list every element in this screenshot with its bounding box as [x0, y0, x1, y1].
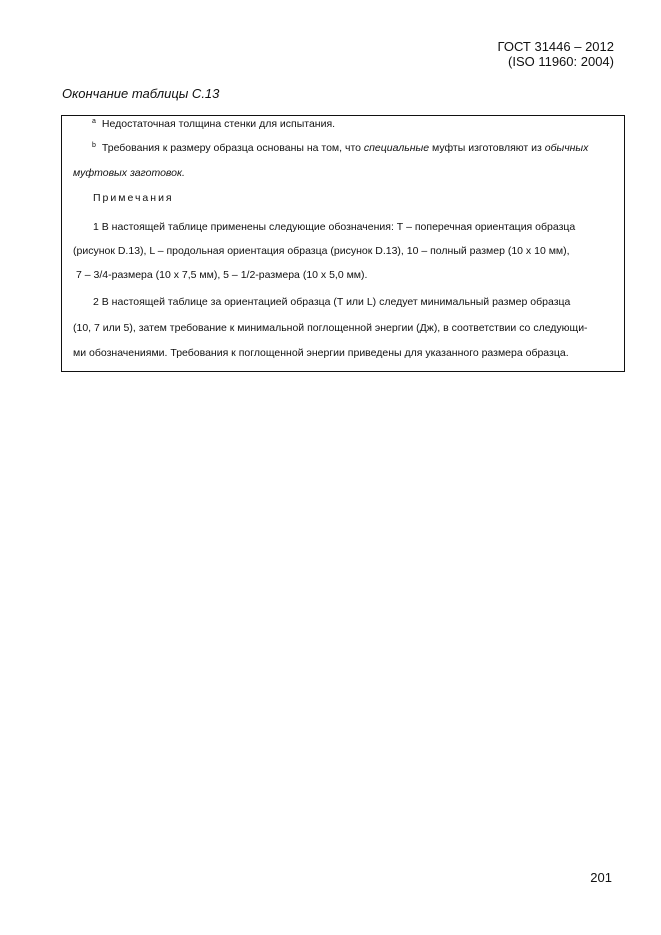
- footnote-a: [92, 118, 335, 130]
- note-2-line-1: 2 В настоящей таблице за ориентацией образца (T или L) следует минимальный размер образца: [93, 296, 571, 308]
- footnote-b-line2: муфтовых заготовок.: [73, 167, 185, 179]
- footnote-b-marker: b: [92, 142, 96, 149]
- standard-number: ГОСТ 31446 – 2012: [497, 39, 614, 54]
- notes-heading: Примечания: [93, 192, 174, 204]
- footnote-b-text-part1: Требования к размеру образца основаны на том, что: [101, 142, 364, 154]
- note-1-line-2: (рисунок D.13), L – продольная ориентация образца (рисунок D.13), 10 – полный размер (10 х 10 мм),: [73, 245, 570, 257]
- footnote-b-italic1: специальные: [363, 142, 430, 154]
- note-1-line-1: 1 В настоящей таблице применены следующие обозначения: Т – поперечная ориентация образца: [93, 221, 576, 233]
- footnote-b-italic2: обычных: [544, 142, 589, 154]
- page-number: 201: [590, 870, 612, 885]
- note-2-line-2: (10, 7 или 5), затем требование к минимальной поглощенной энергии (Дж), в соответствии со следующи-: [73, 322, 588, 334]
- note-2-line-3: ми обозначениями. Требования к поглощенной энергии приведены для указанного размера образца.: [73, 347, 569, 359]
- table-footnotes-box: [61, 115, 625, 372]
- footnote-a-marker: a: [92, 118, 96, 125]
- iso-reference: (ISO 11960: 2004): [508, 54, 614, 69]
- table-caption: Окончание таблицы С.13: [62, 86, 220, 101]
- document-header: [498, 39, 614, 69]
- note-1-line-3: 7 – 3/4-размера (10 х 7,5 мм), 5 – 1/2-размера (10 х 5,0 мм).: [76, 269, 368, 281]
- footnote-a-text: Недостаточная толщина стенки для испытания.: [101, 118, 336, 130]
- footnote-b: [92, 142, 588, 154]
- footnote-b-text-part2: муфты изготовляют из: [429, 142, 545, 154]
